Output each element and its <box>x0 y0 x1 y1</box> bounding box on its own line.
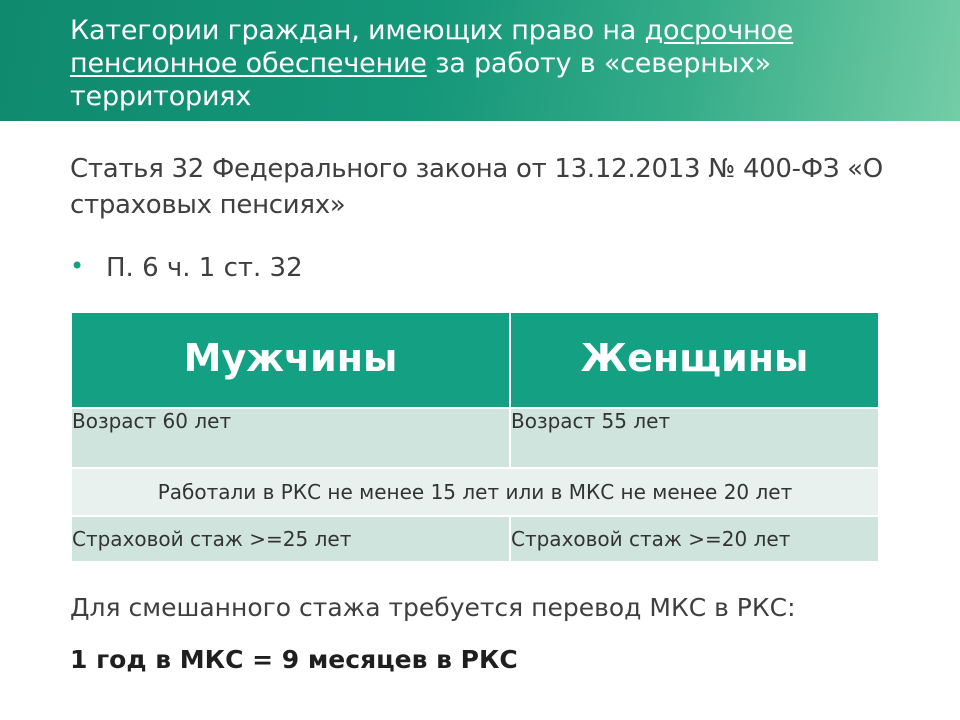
bullet-dot-icon: • <box>70 252 85 280</box>
conditions-table <box>70 311 880 563</box>
table-row-insurance <box>71 516 879 562</box>
header-women: Женщины <box>510 312 879 408</box>
conversion-formula: 1 год в МКС = 9 месяцев в РКС <box>70 645 518 674</box>
cell-age-women: Возраст 55 лет <box>510 408 879 468</box>
bullet-text: П. 6 ч. 1 ст. 32 <box>106 253 303 283</box>
cell-work-requirement: Работали в РКС не менее 15 лет или в МКС не менее 20 лет <box>71 468 879 516</box>
table-header-row <box>71 312 879 408</box>
cell-insurance-men: Страховой стаж >=25 лет <box>71 516 510 562</box>
slide-title <box>70 14 870 113</box>
law-reference: Статья 32 Федерального закона от 13.12.2013 № 400-ФЗ «О страховых пенсиях» <box>70 154 883 220</box>
table-row-age <box>71 408 879 468</box>
title-underlined-term[interactable]: досрочное пенсионное обеспечение <box>70 15 794 79</box>
header-men: Мужчины <box>71 312 510 408</box>
table-row-work <box>71 468 879 516</box>
title-banner <box>0 0 960 121</box>
title-text-part2: за работу в «северных» территориях <box>70 48 771 112</box>
cell-age-men: Возраст 60 лет <box>71 408 510 468</box>
mixed-experience-note: Для смешанного стажа требуется перевод МКС в РКС: <box>70 593 796 622</box>
title-text-part1: Категории граждан, имеющих право на <box>70 15 645 46</box>
cell-insurance-women: Страховой стаж >=20 лет <box>510 516 879 562</box>
